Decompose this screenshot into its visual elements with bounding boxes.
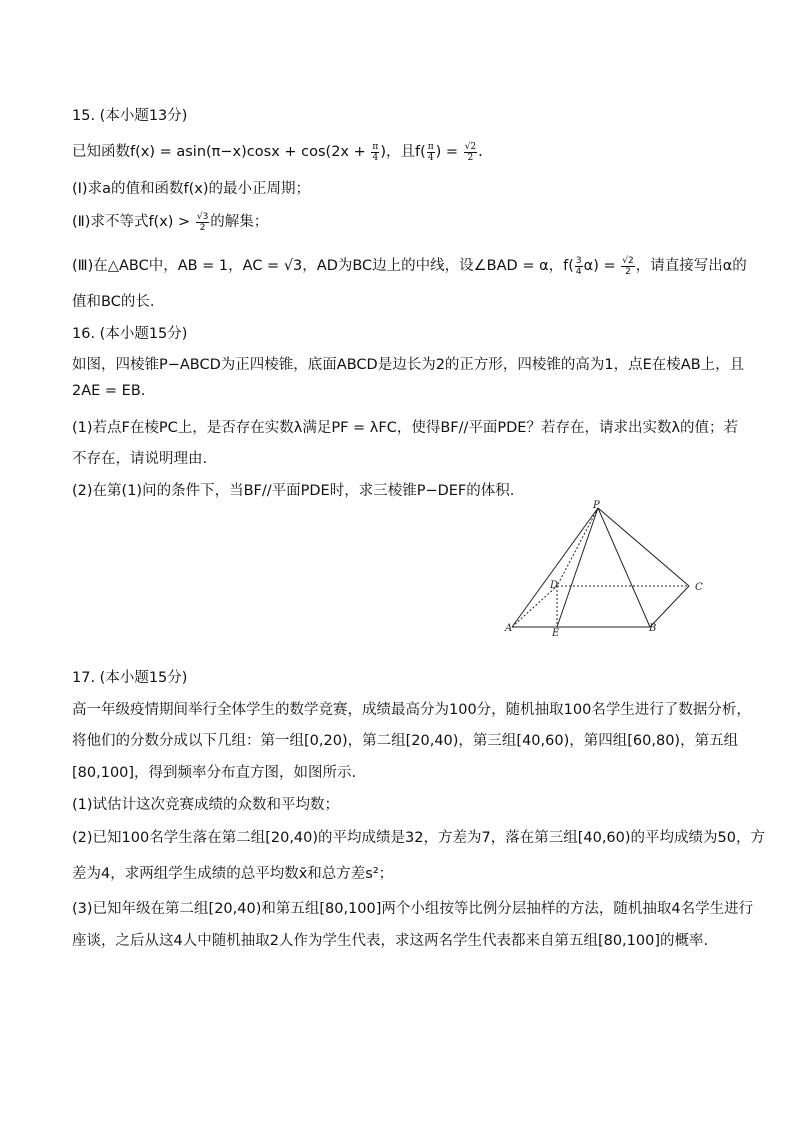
q15-part2: (Ⅱ)求不等式f(x) > $\frac{√3}{2}$ 的解集； — [72, 211, 269, 233]
q15-part1: (Ⅰ)求a的值和函数f(x)的最小正周期； — [72, 181, 310, 197]
edge-PC — [598, 508, 689, 586]
edge-BC — [650, 586, 689, 627]
q17-stem-3: [80,100]，得到频率分布直方图，如图所示. — [72, 765, 357, 781]
q15-frac-3-4: $\frac{3}{4}$ — [575, 255, 582, 277]
q15-header: 15. (本小题13分) — [72, 108, 188, 124]
q17-part3-cont: 座谈，之后从这4人中随机抽取2人作为学生代表，求这两名学生代表都来自第五组[80,100]的概率. — [72, 933, 709, 949]
label-A: A — [505, 623, 513, 634]
edge-PB — [598, 508, 650, 627]
edge-PA — [512, 508, 598, 627]
q15-frac-sqrt2-2-b: $\frac{√2}{2}$ — [622, 255, 634, 277]
q16-part1: (1)若点F在棱PC上，是否存在实数λ满足PF = λFC，使得BF//平面PDE？若存在，请求出实数λ的值；若 — [72, 420, 739, 436]
q15-stem-a: 已知函数f(x) = asin(π−x)cosx + cos(2x + — [72, 144, 371, 160]
q17-header: 17. (本小题15分) — [72, 670, 188, 686]
edge-PD — [557, 508, 598, 586]
edge-AD — [512, 586, 557, 627]
q17-part2: (2)已知100名学生落在第二组[20,40)的平均成绩是32，方差为7，落在第三组[40,60)的平均成绩为50，方 — [72, 830, 765, 846]
q17-stem-2: 将他们的分数分成以下几组：第一组[0,20)，第二组[20,40)，第三组[40,60)，第四组[60,80)，第五组 — [72, 733, 739, 749]
q16-header: 16. (本小题15分) — [72, 326, 188, 342]
q15-stem: 已知函数f(x) = asin(π−x)cosx + cos(2x + $\frac{\pi}{4}$ )，且f( $\frac{\pi}{4}$ ) = $\frac{√2}{2}$ . — [72, 141, 483, 163]
q15-part3-cont: 值和BC的长. — [72, 294, 155, 310]
label-D: D — [550, 580, 559, 591]
label-B: B — [649, 623, 657, 634]
q15-frac-pi4-b: $\frac{\pi}{4}$ — [427, 141, 434, 163]
q17-part2-cont: 差为4，求两组学生成绩的总平均数x̄和总方差s²； — [72, 866, 394, 882]
q16-part2: (2)在第(1)问的条件下，当BF//平面PDE时，求三棱锥P−DEF的体积. — [72, 483, 515, 499]
q17-stem-1: 高一年级疫情期间举行全体学生的数学竞赛，成绩最高分为100分，随机抽取100名学生进行了数据分析， — [72, 702, 751, 718]
q15-frac-sqrt3-2: $\frac{√3}{2}$ — [196, 211, 209, 233]
q15-part3: (Ⅲ)在△ABC中，AB = 1，AC = √3，AD为BC边上的中线，设∠BAD = α，f( $\frac{3}{4}$ α) = $\frac{√2}{2}$ ，请直接写出α的 — [72, 255, 747, 277]
q15-frac-sqrt2-2: $\frac{√2}{2}$ — [464, 141, 477, 163]
q16-stem-1: 如图，四棱锥P−ABCD为正四棱锥，底面ABCD是边长为2的正方形，四棱锥的高为1，点E在棱AB上，且 — [72, 357, 745, 373]
edge-PE — [557, 508, 598, 627]
pyramid-figure — [500, 496, 720, 646]
q15-frac-pi4: $\frac{\pi}{4}$ — [372, 141, 379, 163]
q17-part3: (3)已知年级在第二组[20,40)和第五组[80,100]两个小组按等比例分层抽样的方法，随机抽取4名学生进行 — [72, 901, 754, 917]
label-E: E — [552, 628, 560, 639]
label-P: P — [593, 500, 600, 511]
q15-stem-c: ) = — [435, 144, 463, 160]
q17-part1: (1)试估计这次竞赛成绩的众数和平均数； — [72, 797, 340, 813]
label-C: C — [695, 582, 703, 593]
q15-stem-b: )，且f( — [380, 144, 426, 160]
q16-stem-2: 2AE = EB. — [72, 383, 146, 399]
q16-part1-cont: 不存在，请说明理由. — [72, 451, 208, 467]
